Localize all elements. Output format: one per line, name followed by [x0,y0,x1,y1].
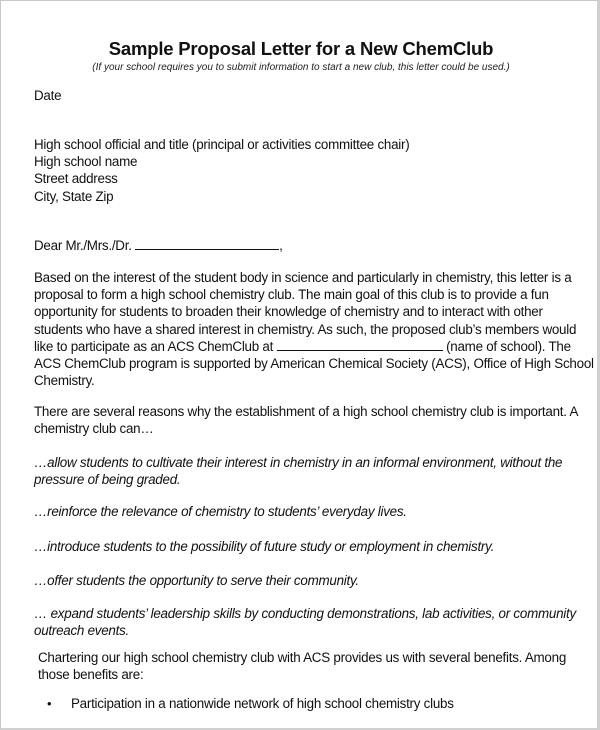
salutation-prefix: Dear Mr./Mrs./Dr. [34,238,132,253]
date-line [34,87,574,104]
paragraph-text: like to participate as an ACS ChemClub at [34,338,274,354]
address-line: High school official and title (principal or activities committee chair) [34,137,410,152]
page-title: Sample Proposal Letter for a New ChemClub [108,38,494,59]
recipient-name-blank[interactable] [135,237,279,250]
page-subtitle: (If your school requires you to submit information to start a new club, this letter could be used.) [92,62,510,73]
reason-line: pressure of being graded. [34,472,181,488]
reason-line: …introduce students to the possibility of future study or employment in chemistry. [34,539,495,554]
address-line: High school name [34,154,138,170]
reasons-intro [34,403,579,437]
paragraph-line: Based on the interest of the student body in science and particularly in chemistry, this letter is a [34,270,572,285]
paragraph-line: There are several reasons why the establishment of a high school chemistry club is important. A [34,404,579,419]
reason-item [34,503,574,520]
reason-line: outreach events. [34,623,130,639]
address-line: City, State Zip [34,188,114,204]
salutation-suffix: , [279,238,283,253]
intro-paragraph [34,269,594,389]
reason-line: …offer students the opportunity to serve their community. [34,573,359,588]
date-label: Date [34,88,62,103]
paragraph-line: Chemistry. [34,373,95,389]
bullet-icon: • [47,696,52,711]
paragraph-line: Chartering our high school chemistry club with ACS provides us with several benefits. Among [38,650,567,665]
paragraph-line: proposal to form a high school chemistry club. The main goal of this club is to provide a fun [34,287,549,303]
reason-item [34,454,574,488]
reason-item [34,538,574,555]
paragraph-line: chemistry club can… [34,421,154,437]
salutation [34,237,574,254]
paragraph-line: those benefits are: [38,667,144,683]
reason-line: … expand students’ leadership skills by conducting demonstrations, lab activities, or community [34,606,576,621]
school-name-blank[interactable] [277,338,443,351]
recipient-address [34,136,574,205]
benefits-intro [38,649,578,683]
reason-item [34,605,574,639]
address-line: Street address [34,171,118,187]
benefit-list-item [47,696,454,711]
paragraph-line: students who have a shared interest in chemistry. As such, the proposed club’s members would [34,321,577,337]
benefit-text: Participation in a nationwide network of high school chemistry clubs [71,696,454,711]
reason-item [34,572,574,589]
paragraph-line: opportunity for students to broaden their knowledge of chemistry and to interact with other [34,304,543,320]
reason-line: …allow students to cultivate their interest in chemistry in an informal environment, without the [34,455,563,470]
paragraph-line: ACS ChemClub program is supported by American Chemical Society (ACS), Office of High School [34,356,594,372]
paragraph-text: (name of school). The [446,338,571,354]
reason-line: …reinforce the relevance of chemistry to students’ everyday lives. [34,504,407,519]
